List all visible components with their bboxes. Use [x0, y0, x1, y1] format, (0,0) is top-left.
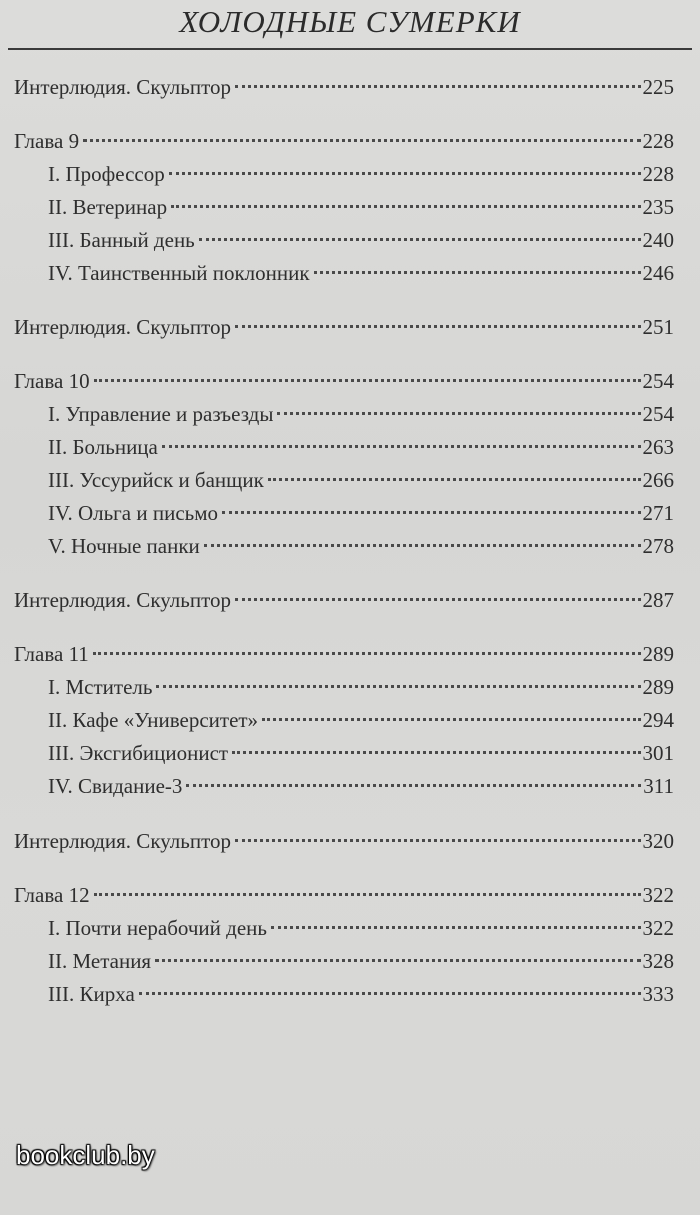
- dot-leader: [94, 893, 641, 896]
- toc-entry-page: 228: [642, 162, 674, 186]
- toc-entry-section: [48, 670, 674, 704]
- dot-leader: [156, 685, 640, 688]
- toc-entry-page: 287: [642, 588, 674, 612]
- dot-leader: [235, 85, 641, 88]
- toc-entry-section: [48, 463, 674, 497]
- toc-entry-title: I. Профессор: [48, 162, 165, 186]
- toc-entry-chapter: [14, 878, 674, 912]
- toc-entry-page: 289: [642, 642, 674, 666]
- toc-entry-page: 251: [642, 315, 674, 339]
- toc-entry-interlude: [14, 824, 674, 858]
- toc-entry-page: 228: [642, 129, 674, 153]
- toc-entry-page: 322: [642, 916, 674, 940]
- toc-entry-page: 320: [642, 829, 674, 853]
- dot-leader: [83, 139, 640, 142]
- dot-leader: [235, 839, 641, 842]
- toc-entry-page: 254: [642, 369, 674, 393]
- dot-leader: [232, 751, 640, 754]
- toc-entry-title: II. Кафе «Университет»: [48, 708, 259, 732]
- dot-leader: [199, 238, 641, 241]
- toc-entry-title: Интерлюдия. Скульптор: [14, 588, 231, 612]
- toc-entry-section: [48, 703, 674, 737]
- toc-entry-page: 225: [642, 75, 674, 99]
- dot-leader: [139, 992, 641, 995]
- dot-leader: [268, 478, 641, 481]
- toc-entry-title: IV. Свидание-3: [48, 774, 183, 798]
- toc-entry-title: I. Почти нерабочий день: [48, 916, 267, 940]
- toc-entry-page: 271: [642, 501, 674, 525]
- toc-entry-page: 254: [642, 402, 674, 426]
- toc-entry-section: [48, 256, 674, 290]
- toc-entry-page: 263: [642, 435, 674, 459]
- toc-entry-page: 246: [642, 261, 674, 285]
- dot-leader: [155, 959, 640, 962]
- header-rule: [8, 48, 692, 50]
- toc-entry-interlude: [14, 310, 674, 344]
- toc-entry-page: 322: [642, 883, 674, 907]
- toc-entry-section: [48, 736, 674, 770]
- toc-entry-title: I. Мститель: [48, 675, 153, 699]
- dot-leader: [162, 445, 641, 448]
- toc-entry-page: 333: [642, 982, 674, 1006]
- toc-entry-chapter: [14, 124, 674, 158]
- toc-entry-title: Интерлюдия. Скульптор: [14, 75, 231, 99]
- toc-entry-title: II. Метания: [48, 949, 152, 973]
- toc-entry-section: [48, 430, 674, 464]
- toc-entry-section: [48, 397, 674, 431]
- toc-entry-section: [48, 769, 674, 803]
- toc-entry-title: III. Уссурийск и банщик: [48, 468, 264, 492]
- toc-entry-title: IV. Ольга и письмо: [48, 501, 219, 525]
- dot-leader: [186, 784, 641, 787]
- dot-leader: [204, 544, 641, 547]
- toc-entry-section: [48, 190, 674, 224]
- toc-entry-section: [48, 977, 674, 1011]
- toc-entry-page: 278: [642, 534, 674, 558]
- toc-entry-section: [48, 911, 674, 945]
- toc-entry-section: [48, 157, 674, 191]
- toc-entry-section: [48, 944, 674, 978]
- toc-entry-page: 328: [642, 949, 674, 973]
- toc-entry-title: Интерлюдия. Скульптор: [14, 829, 231, 853]
- dot-leader: [262, 718, 640, 721]
- toc-entry-page: 235: [642, 195, 674, 219]
- toc-entry-page: 301: [642, 741, 674, 765]
- toc-entry-section: [48, 223, 674, 257]
- toc-entry-title: Глава 10: [14, 369, 90, 393]
- toc-entry-page: 311: [643, 774, 674, 798]
- toc-entry-title: Интерлюдия. Скульптор: [14, 315, 231, 339]
- dot-leader: [277, 412, 640, 415]
- toc-entry-title: II. Больница: [48, 435, 158, 459]
- toc-entry-page: 240: [642, 228, 674, 252]
- toc-entry-chapter: [14, 364, 674, 398]
- dot-leader: [94, 379, 641, 382]
- dot-leader: [171, 205, 640, 208]
- toc-entry-section: [48, 529, 674, 563]
- dot-leader: [222, 511, 640, 514]
- toc-entry-page: 289: [642, 675, 674, 699]
- dot-leader: [314, 271, 641, 274]
- toc-entry-section: [48, 496, 674, 530]
- toc-entry-title: III. Банный день: [48, 228, 195, 252]
- watermark-logo: bookclub.by: [16, 1140, 155, 1170]
- toc-entry-interlude: [14, 583, 674, 617]
- toc-entry-title: II. Ветеринар: [48, 195, 168, 219]
- dot-leader: [93, 652, 641, 655]
- toc-entry-title: I. Управление и разъезды: [48, 402, 274, 426]
- toc-entry-title: V. Ночные панки: [48, 534, 200, 558]
- dot-leader: [169, 172, 641, 175]
- toc-entry-page: 294: [642, 708, 674, 732]
- dot-leader: [271, 926, 641, 929]
- toc-entry-title: III. Кирха: [48, 982, 135, 1006]
- dot-leader: [235, 325, 641, 328]
- toc-entry-title: Глава 11: [14, 642, 89, 666]
- dot-leader: [235, 598, 641, 601]
- toc-entry-page: 266: [642, 468, 674, 492]
- running-head-title: ХОЛОДНЫЕ СУМЕРКИ: [179, 4, 521, 39]
- toc-entry-title: IV. Таинственный поклонник: [48, 261, 310, 285]
- toc-entry-chapter: [14, 637, 674, 671]
- toc-entry-title: Глава 12: [14, 883, 90, 907]
- toc-entry-title: III. Эксгибиционист: [48, 741, 229, 765]
- toc-entry-title: Глава 9: [14, 129, 80, 153]
- toc-entry-interlude: [14, 70, 674, 104]
